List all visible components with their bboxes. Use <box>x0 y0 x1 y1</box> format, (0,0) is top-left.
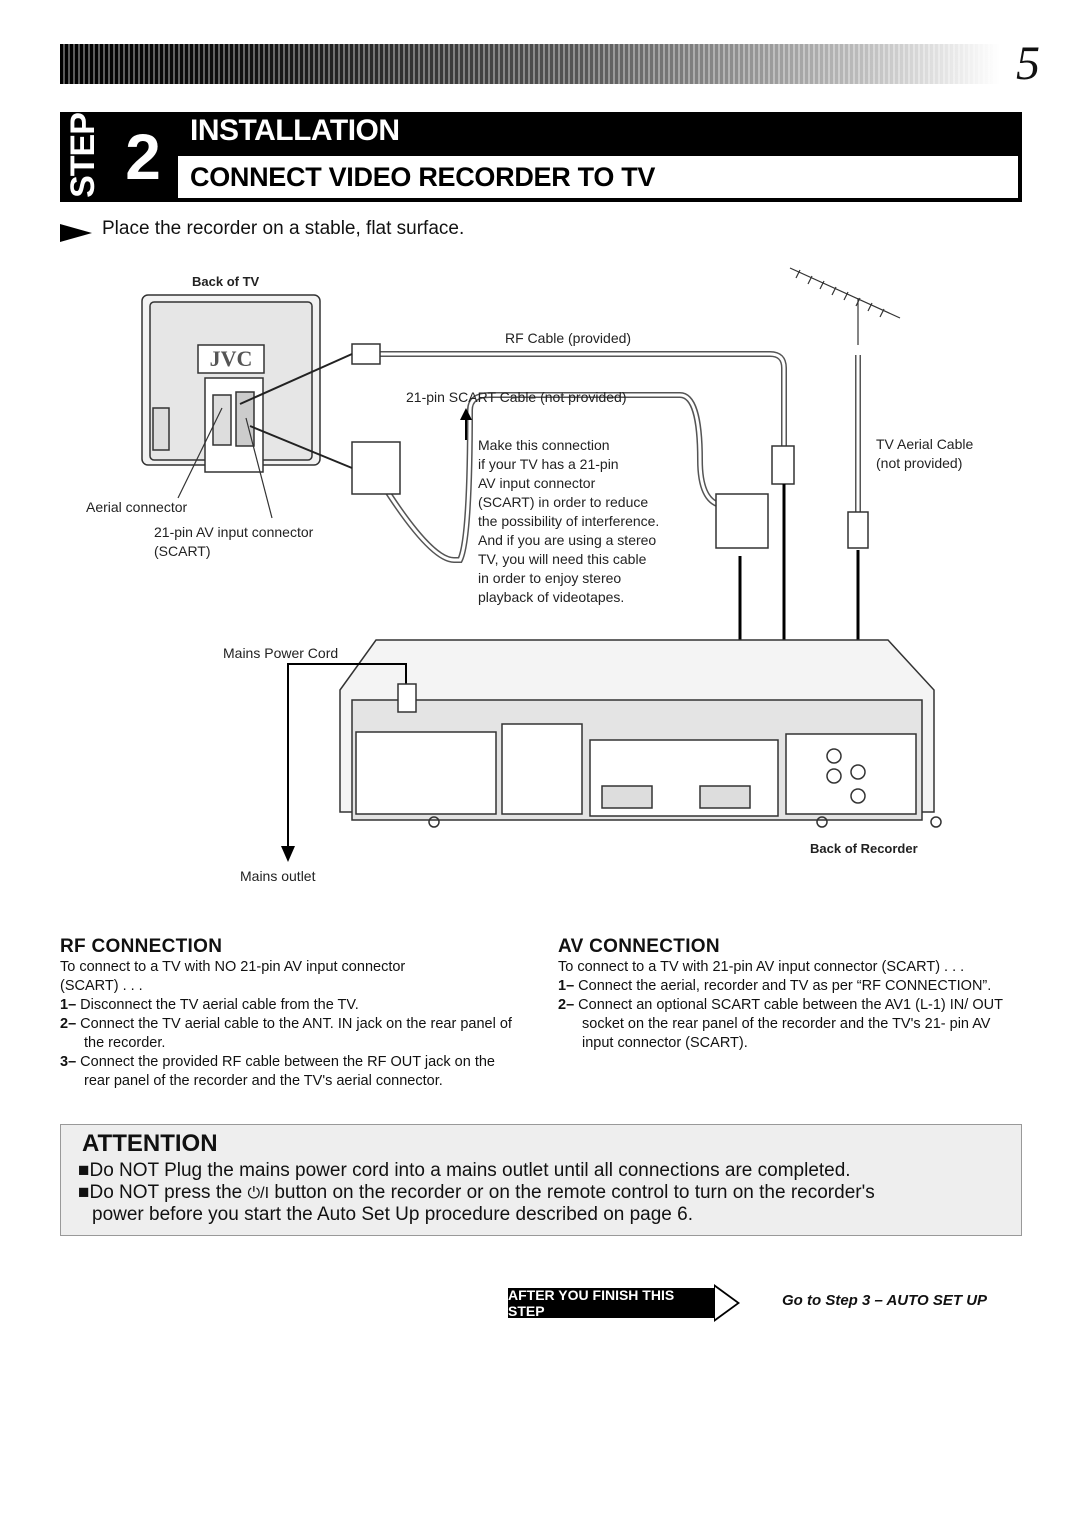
back-of-recorder-label: Back of Recorder <box>810 841 918 856</box>
scart-plug-recorder <box>716 494 768 548</box>
attention-text-1: Do NOT Plug the mains power cord into a mains outlet until all connections are completed. <box>89 1160 851 1181</box>
step-num: 3– <box>60 1054 77 1070</box>
rf-plug-tv <box>352 344 380 364</box>
aerial-connector-label: Aerial connector <box>86 499 188 515</box>
attention-line-1: ■Do NOT Plug the mains power cord into a mains outlet until all connections are completed. <box>78 1160 851 1181</box>
page-subtitle: CONNECT VIDEO RECORDER TO TV <box>190 162 656 192</box>
attention-text-2a: Do NOT press the <box>89 1182 243 1203</box>
av-connection-section <box>558 936 1022 1053</box>
av-connection-heading: AV CONNECTION <box>558 936 720 957</box>
scart-cable-label: 21-pin SCART Cable (not provided) <box>406 389 627 405</box>
tv-brand-logo: JVC <box>209 346 253 371</box>
step-num: 2– <box>558 997 575 1013</box>
step-num: 2– <box>60 1016 77 1032</box>
attention-line-2: ■Do NOT press the ⏻/I button on the recorder or on the remote control to turn on the recorder's <box>78 1182 875 1203</box>
tv-aerial-cable-label <box>876 435 973 473</box>
tv-aerial-cable-line1: TV Aerial Cable <box>876 436 974 452</box>
goto-next-step: Go to Step 3 – AUTO SET UP <box>782 1292 988 1309</box>
tv-aerial-cable-line2: (not provided) <box>876 455 963 471</box>
page-title: INSTALLATION <box>190 114 400 147</box>
note-line: the possibility of interference. <box>478 513 660 529</box>
attention-text-2b: button on the recorder or on the remote control to turn on the recorder's <box>274 1182 875 1203</box>
av-step-2 <box>558 996 1022 1053</box>
page-number: 5 <box>1016 37 1040 90</box>
step-number: 2 <box>125 121 161 193</box>
attention-heading: ATTENTION <box>82 1130 218 1157</box>
rf-connection-section <box>60 936 520 1091</box>
note-line: in order to enjoy stereo <box>478 570 622 586</box>
step-text: Connect the aerial, recorder and TV as per “RF CONNECTION”. <box>578 978 992 994</box>
rf-connection-heading: RF CONNECTION <box>60 936 223 957</box>
rf-step-2 <box>60 1015 520 1053</box>
note-line: Make this connection <box>478 437 610 453</box>
arrow-right-icon-inner <box>715 1287 737 1319</box>
aerial-plug <box>848 512 868 548</box>
note-line: (SCART) in order to reduce <box>478 494 649 510</box>
rf-intro-line2: (SCART) . . . <box>60 978 143 994</box>
instruction-text: Place the recorder on a stable, flat surface. <box>102 218 465 239</box>
scart-plug-tv <box>352 442 400 494</box>
rf-intro-line1: To connect to a TV with NO 21-pin AV input connector <box>60 959 406 975</box>
step-text: Disconnect the TV aerial cable from the TV. <box>80 997 359 1013</box>
antenna-illustration <box>790 268 900 345</box>
note-line: if your TV has a 21-pin <box>478 456 619 472</box>
rf-step-1 <box>60 996 520 1015</box>
power-icon: ⏻/I <box>247 1185 270 1202</box>
step-text: Connect the TV aerial cable to the ANT. IN jack on the rear panel of the recorder. <box>80 1016 512 1051</box>
step-text: Connect an optional SCART cable between the AV1 (L-1) IN/ OUT socket on the rear panel of the recorder and the TV's 21- pin AV input connector (SCART). <box>578 997 1003 1051</box>
step-num: 1– <box>60 997 77 1013</box>
av-input-line1: 21-pin AV input connector <box>154 524 314 540</box>
av-input-line2: (SCART) <box>154 543 211 559</box>
av-intro: To connect to a TV with 21-pin AV input connector (SCART) . . . <box>558 959 965 975</box>
av-input-label <box>154 523 313 561</box>
after-step-label: AFTER YOU FINISH THIS STEP <box>508 1288 714 1318</box>
av-step-1 <box>558 977 1022 996</box>
rf-plug-recorder <box>772 446 794 484</box>
note-line: TV, you will need this cable <box>478 551 647 567</box>
rf-step-3 <box>60 1053 520 1091</box>
step-label-text: STEP <box>63 112 102 198</box>
back-of-tv-label: Back of TV <box>192 274 260 289</box>
recorder-illustration <box>340 640 941 827</box>
note-line: And if you are using a stereo <box>478 532 657 548</box>
step-num: 1– <box>558 978 575 994</box>
mains-power-cord-label: Mains Power Cord <box>223 645 339 661</box>
attention-line-3: power before you start the Auto Set Up procedure described on page 6. <box>92 1204 693 1225</box>
step-text: Connect the provided RF cable between the RF OUT jack on the rear panel of the recorder and the TV's aerial connector. <box>80 1054 495 1089</box>
scart-note <box>478 436 698 607</box>
mains-outlet-label: Mains outlet <box>240 868 316 884</box>
note-line: playback of videotapes. <box>478 589 625 605</box>
note-line: AV input connector <box>478 475 596 491</box>
rf-cable-label: RF Cable (provided) <box>505 330 632 346</box>
tv-illustration <box>142 295 320 472</box>
